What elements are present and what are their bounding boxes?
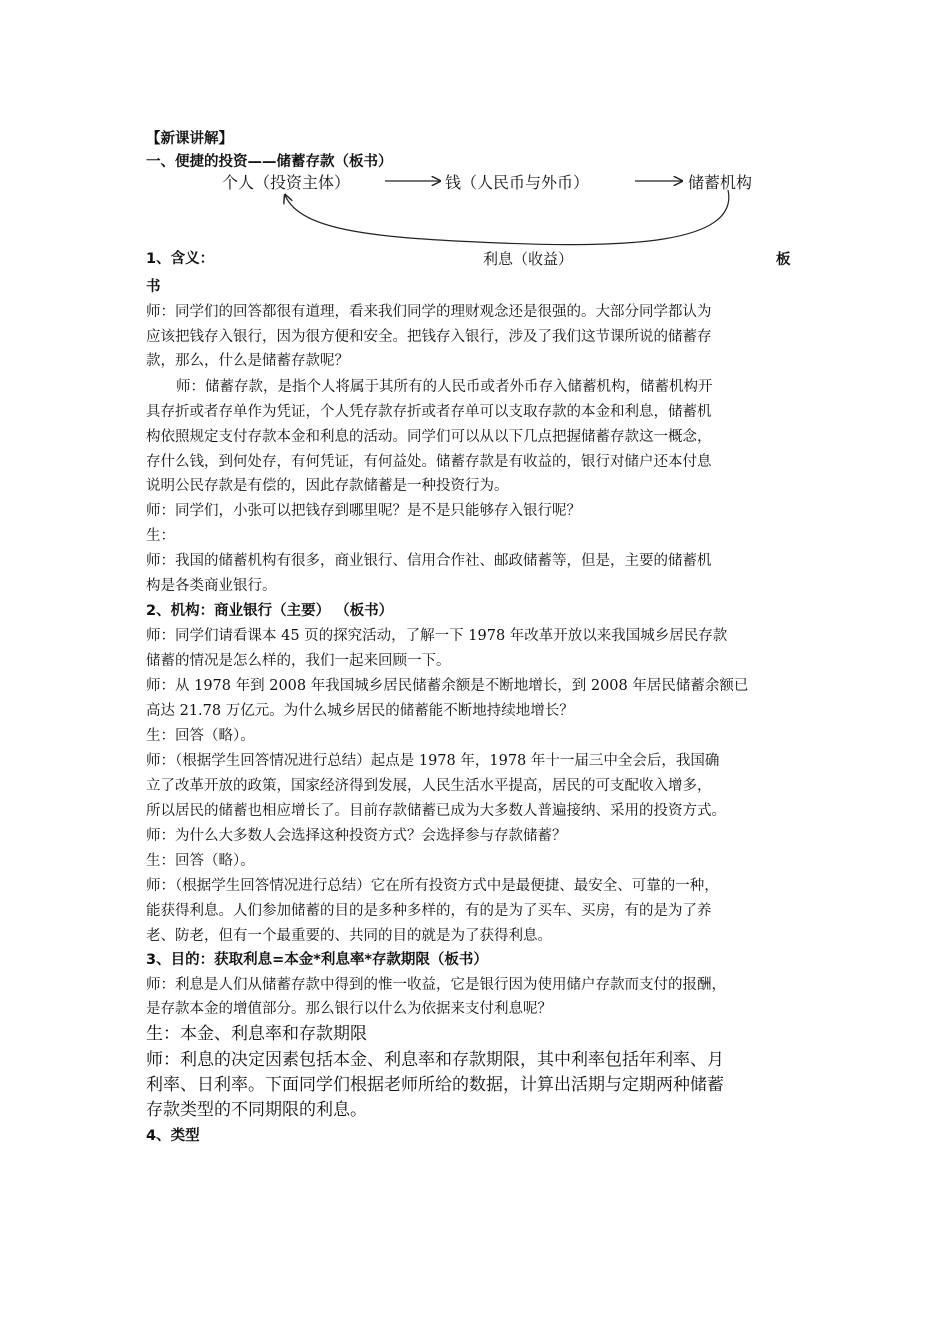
body-line-large: 利率、日利率。下面同学们根据老师所给的数据，计算出活期与定期两种储蓄 (146, 1075, 724, 1095)
body-line: 储蓄的情况是怎么样的，我们一起来回顾一下。 (146, 653, 451, 669)
body-line: 师：同学们，小张可以把钱存到哪里呢？是不是只能够存入银行呢？ (146, 503, 581, 519)
body-line: 师：我国的储蓄机构有很多，商业银行、信用合作社、邮政储蓄等，但是，主要的储蓄机 (146, 553, 712, 569)
item-2-heading: 2、机构：商业银行（主要） （板书） (146, 603, 394, 619)
body-line: 款，那么，什么是储蓄存款呢？ (146, 353, 349, 369)
body-line: 生：回答（略）。 (146, 728, 255, 744)
diagram-institution: 储蓄机构 (688, 173, 753, 192)
body-line: 所以居民的储蓄也相应增长了。目前存款储蓄已成为大多数人普遍接纳、采用的投资方式。 (146, 803, 726, 819)
body-line: 应该把钱存入银行，因为很方便和安全。把钱存入银行，涉及了我们这节课所说的储蓄存 (146, 329, 712, 345)
item-4-heading: 4、类型 (146, 1128, 200, 1144)
body-line: 存什么钱，到何处存，有何凭证，有何益处。储蓄存款是有收益的，银行对储户还本付息 (146, 454, 712, 470)
body-line: 师：为什么大多数人会选择这种投资方式？会选择参与存款储蓄？ (146, 828, 567, 844)
body-line-large: 生：本金、利息率和存款期限 (146, 1024, 367, 1044)
body-line: 构依照规定支付存款本金和利息的活动。同学们可以从以下几点把握储蓄存款这一概念， (146, 429, 712, 445)
body-line: 师：同学们请看课本 45 页的探究活动，了解一下 1978 年改革开放以来我国城乡居民存款 (146, 628, 728, 644)
arrow-interest-return (285, 190, 729, 245)
body-line: 能获得利息。人们参加储蓄的目的是多种多样的，有的是为了买车、买房，有的是为了养 (146, 903, 712, 919)
body-line: 说明公民存款是有偿的，因此存款储蓄是一种投资行为。 (146, 478, 509, 494)
body-line: 生：回答（略）。 (146, 853, 255, 869)
body-line: 立了改革开放的政策，国家经济得到发展，人民生活水平提高，居民的可支配收入增多， (146, 778, 712, 794)
section-1-title: 一、便捷的投资——储蓄存款（板书） (146, 154, 393, 170)
body-line: 是存款本金的增值部分。那么银行以什么为依据来支付利息呢？ (146, 1001, 552, 1017)
body-line: 师：（根据学生回答情况进行总结）它在所有投资方式中是最便捷、最安全、可靠的一种， (146, 878, 719, 894)
body-line: 构是各类商业银行。 (146, 578, 277, 594)
body-line: 高达 21.78 万亿元。为什么城乡居民的储蓄能不断地持续地增长？ (146, 703, 574, 719)
body-line-large: 存款类型的不同期限的利息。 (146, 1100, 367, 1120)
body-line: 师：储蓄存款，是指个人将属于其所有的人民币或者外币存入储蓄机构，储蓄机构开 (176, 379, 713, 395)
board-note-wrap: 书 (146, 279, 161, 295)
body-line: 老、防老，但有一个最重要的、共同的目的就是为了获得利息。 (146, 928, 552, 944)
body-line: 师：（根据学生回答情况进行总结）起点是 1978 年，1978 年十一届三中全会后，我国确 (146, 753, 720, 769)
body-line: 生： (146, 528, 175, 544)
heading-new-lesson: 【新课讲解】 (146, 131, 233, 147)
item-3-heading: 3、目的：获取利息=本金*利息率*存款期限（板书） (146, 952, 488, 968)
body-line: 师：同学们的回答都很有道理，看来我们同学的理财观念还是很强的。大部分同学都认为 (146, 304, 712, 320)
body-line: 师：利息是人们从储蓄存款中得到的惟一收益，它是银行因为使用储户存款而支付的报酬， (146, 977, 726, 993)
deposit-flow-diagram (0, 0, 950, 300)
body-line: 师：从 1978 年到 2008 年我国城乡居民储蓄余额是不断地增长，到 2008 年居民储蓄余额已 (146, 678, 749, 694)
diagram-interest: 利息（收益） (483, 250, 574, 268)
body-line-large: 师：利息的决定因素包括本金、利息率和存款期限，其中利率包括年利率、月 (146, 1050, 724, 1070)
item-1-label: 1、含义： (146, 251, 215, 267)
board-note-right: 板 (776, 252, 791, 268)
diagram-money: 钱（人民币与外币） (445, 173, 590, 192)
body-line: 具存折或者存单作为凭证，个人凭存款存折或者存单可以支取存款的本金和利息，储蓄机 (146, 404, 712, 420)
diagram-person: 个人（投资主体） (222, 173, 351, 192)
